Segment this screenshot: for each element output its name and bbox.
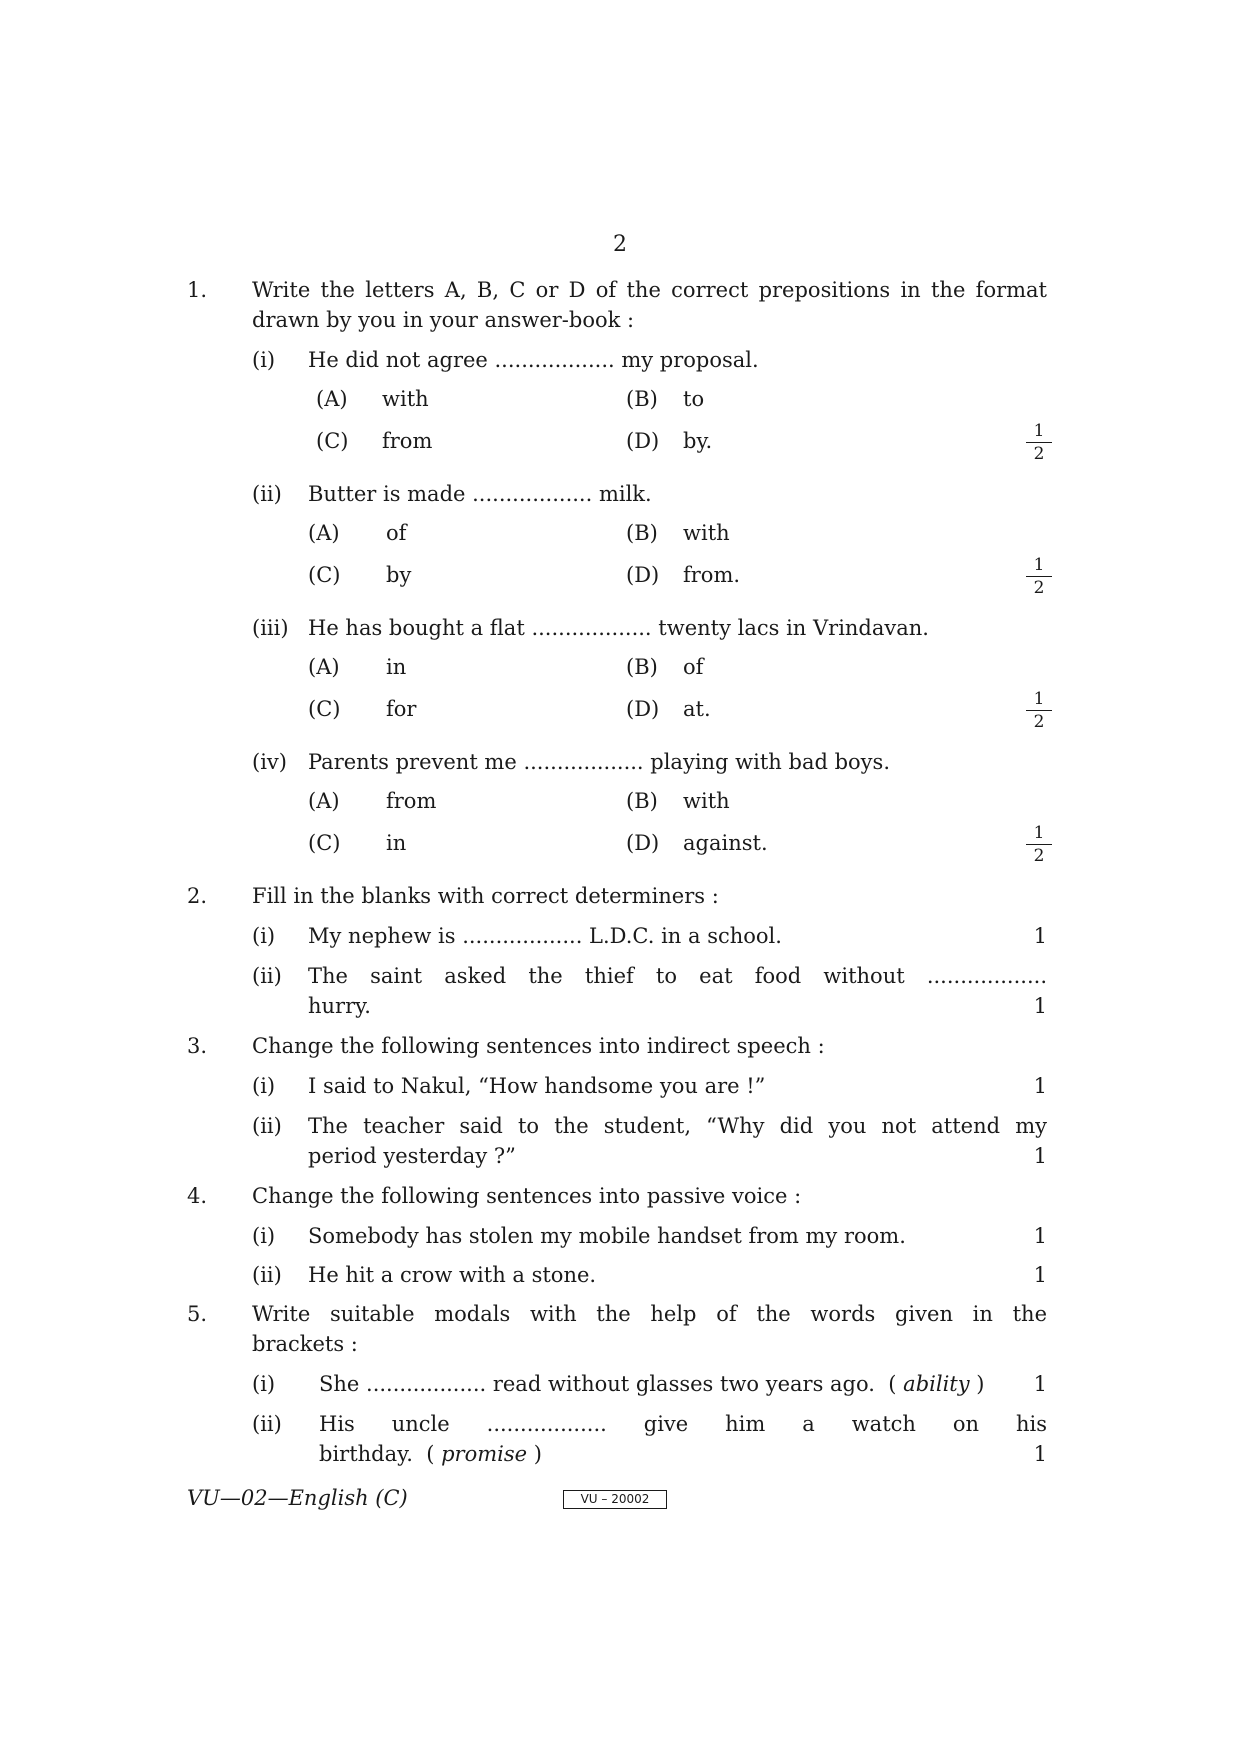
option-label: (C) (308, 563, 341, 587)
option-label: (D) (626, 563, 660, 587)
half-mark: $\frac{1}{2}$ (1026, 689, 1052, 732)
q5-number: 5. (187, 1302, 208, 1326)
q2-item-text: My nephew is .................. L.D.C. in a school. (308, 924, 782, 948)
q4-item-text: He hit a crow with a stone. (308, 1263, 597, 1287)
hint-word: promise (441, 1442, 528, 1466)
q5-item-text-line2: birthday. ( promise ) (319, 1442, 542, 1466)
option-label: (C) (316, 429, 349, 453)
option-text: by (386, 563, 412, 587)
mark: 1 (1033, 994, 1047, 1018)
half-mark: $\frac{1}{2}$ (1026, 555, 1052, 598)
option-label: (A) (308, 789, 340, 813)
option-text: with (382, 387, 429, 411)
page-number: 2 (613, 232, 627, 257)
q4-item-number: (i) (252, 1224, 276, 1248)
option-label: (B) (626, 521, 658, 545)
q5-item-number: (ii) (252, 1412, 282, 1436)
q1-text-line2: drawn by you in your answer-book : (252, 308, 635, 332)
mark: 1 (1033, 1074, 1047, 1098)
option-text: of (386, 521, 407, 545)
option-text: from (386, 789, 437, 813)
mark: 1 (1033, 1372, 1047, 1396)
option-label: (A) (308, 655, 340, 679)
q1-item-number: (ii) (252, 482, 282, 506)
q3-item-text-line1: The teacher said to the student, “Why did you not attend my (308, 1114, 1047, 1138)
mark: 1 (1033, 1144, 1047, 1168)
paper-code: VU—02—English (C) (187, 1486, 408, 1510)
option-text: for (386, 697, 417, 721)
option-text: of (683, 655, 704, 679)
q5-text-line1: Write suitable modals with the help of the words given in the (252, 1302, 1047, 1326)
half-mark: $\frac{1}{2}$ (1026, 823, 1052, 866)
q1-item-number: (iv) (252, 750, 287, 774)
option-text: at. (683, 697, 711, 721)
q5-item-text: She .................. read without glasses two years ago. ( ability ) (319, 1372, 985, 1396)
q1-item-text: Butter is made .................. milk. (308, 482, 652, 506)
q1-item-text: Parents prevent me .................. playing with bad boys. (308, 750, 890, 774)
option-label: (D) (626, 429, 660, 453)
option-label: (B) (626, 387, 658, 411)
q4-item-text: Somebody has stolen my mobile handset from my room. (308, 1224, 906, 1248)
q3-item-number: (i) (252, 1074, 276, 1098)
q3-text: Change the following sentences into indirect speech : (252, 1034, 825, 1058)
q1-number: 1. (187, 278, 208, 302)
q5-item-text-line1: His uncle .................. give him a watch on his (319, 1412, 1047, 1436)
q4-item-number: (ii) (252, 1263, 282, 1287)
q4-text: Change the following sentences into passive voice : (252, 1184, 802, 1208)
option-text: with (683, 521, 730, 545)
q2-item-number: (ii) (252, 964, 282, 988)
option-label: (C) (308, 697, 341, 721)
mark: 1 (1033, 924, 1047, 948)
option-label: (D) (626, 697, 660, 721)
q2-text: Fill in the blanks with correct determiners : (252, 884, 719, 908)
option-label: (A) (308, 521, 340, 545)
q3-item-number: (ii) (252, 1114, 282, 1138)
option-text: from. (683, 563, 741, 587)
option-text: to (683, 387, 705, 411)
q1-item-text: He did not agree .................. my proposal. (308, 348, 759, 372)
option-text: by. (683, 429, 713, 453)
q1-text-line1: Write the letters A, B, C or D of the correct prepositions in the format (252, 278, 1047, 302)
q3-item-text: I said to Nakul, “How handsome you are !” (308, 1074, 766, 1098)
q2-number: 2. (187, 884, 208, 908)
q3-number: 3. (187, 1034, 208, 1058)
q5-text-line2: brackets : (252, 1332, 358, 1356)
half-mark: $\frac{1}{2}$ (1026, 421, 1052, 464)
option-label: (C) (308, 831, 341, 855)
option-text: from (382, 429, 433, 453)
q2-item-text-line2: hurry. (308, 994, 371, 1018)
option-label: (B) (626, 655, 658, 679)
q2-item-number: (i) (252, 924, 276, 948)
option-text: against. (683, 831, 768, 855)
mark: 1 (1033, 1224, 1047, 1248)
hint-word: ability (903, 1372, 970, 1396)
q3-item-text-line2: period yesterday ?” (308, 1144, 516, 1168)
mark: 1 (1033, 1442, 1047, 1466)
q1-item-number: (iii) (252, 616, 289, 640)
option-label: (A) (316, 387, 348, 411)
q1-item-number: (i) (252, 348, 276, 372)
option-label: (D) (626, 831, 660, 855)
q2-item-text-line1: The saint asked the thief to eat food without .................. (308, 964, 1047, 988)
q1-item-text: He has bought a flat .................. twenty lacs in Vrindavan. (308, 616, 929, 640)
option-label: (B) (626, 789, 658, 813)
series-code-box: VU – 20002 (563, 1490, 667, 1509)
q5-item-number: (i) (252, 1372, 276, 1396)
option-text: in (386, 831, 407, 855)
mark: 1 (1033, 1263, 1047, 1287)
option-text: in (386, 655, 407, 679)
option-text: with (683, 789, 730, 813)
q4-number: 4. (187, 1184, 208, 1208)
